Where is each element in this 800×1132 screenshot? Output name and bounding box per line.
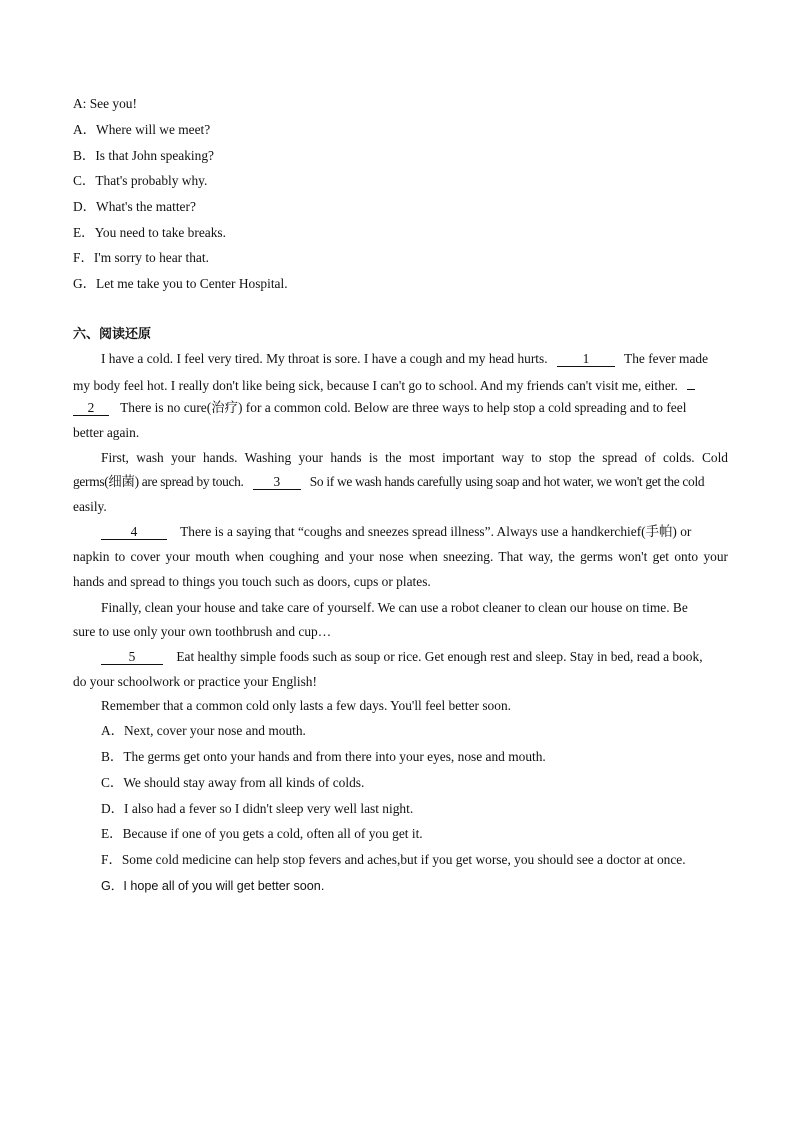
dialogue-option-a: A．Where will we meet? <box>73 122 211 137</box>
paragraph-1-line-1 <box>101 350 708 368</box>
paragraph-text: There is a saying that “coughs and sneezes spread illness”. Always use a handkerchief(手帕) or <box>180 524 692 539</box>
option-a: A．Next, cover your nose and mouth. <box>101 723 306 738</box>
paragraph-2-line-1: First, wash your hands. Washing your hands is the most important way to stop the spread of colds. Cold <box>101 450 728 465</box>
dialogue-option-f: F．I'm sorry to hear that. <box>73 250 209 265</box>
paragraph-text: Eat healthy simple foods such as soup or rice. Get enough rest and sleep. Stay in bed, read a book, <box>176 649 703 664</box>
dialogue-option-b: B．Is that John speaking? <box>73 148 214 163</box>
paragraph-text: The fever made <box>624 351 709 366</box>
paragraph-1-line-3 <box>73 399 686 417</box>
dialogue-closing: A: See you! <box>73 96 137 111</box>
paragraph-text: my body feel hot. I really don't like being sick, because I can't go to school. And my friends can't visit me, either. <box>73 378 678 393</box>
dialogue-option-c: C．That's probably why. <box>73 173 208 188</box>
blank-2-start <box>687 374 695 390</box>
paragraph-1-line-2 <box>73 374 695 395</box>
blank-5: 5 <box>101 649 163 665</box>
option-g: G．I hope all of you will get better soon. <box>101 879 325 893</box>
blank-2: 2 <box>73 400 109 416</box>
option-f: F．Some cold medicine can help stop fevers and aches,but if you get worse, you should see a doctor at once. <box>101 852 686 867</box>
paragraph-6: Remember that a common cold only lasts a few days. You'll feel better soon. <box>101 698 511 713</box>
option-c: C．We should stay away from all kinds of colds. <box>101 775 365 790</box>
blank-4: 4 <box>101 524 167 540</box>
paragraph-2-line-2 <box>73 473 704 491</box>
paragraph-text: There is no cure(治疗) for a common cold. Below are three ways to help stop a cold spreading and to feel <box>120 400 687 415</box>
paragraph-text: I have a cold. I feel very tired. My throat is sore. I have a cough and my head hurts. <box>101 351 548 366</box>
dialogue-option-e: E．You need to take breaks. <box>73 225 226 240</box>
paragraph-3-line-1 <box>101 523 691 541</box>
blank-1: 1 <box>557 351 615 367</box>
paragraph-text: germs(细菌) are spread by touch. <box>73 474 244 489</box>
paragraph-4-line-2: sure to use only your own toothbrush and cup… <box>73 624 332 639</box>
paragraph-3-line-2: napkin to cover your mouth when coughing and your nose when sneezing. That way, the germs won't get onto your <box>73 549 728 564</box>
option-e: E．Because if one of you gets a cold, often all of you get it. <box>101 826 423 841</box>
paragraph-5-line-2: do your schoolwork or practice your English! <box>73 674 317 689</box>
option-d: D．I also had a fever so I didn't sleep very well last night. <box>101 801 414 816</box>
section-heading: 六、阅读还原 <box>73 327 152 342</box>
option-b: B．The germs get onto your hands and from there into your eyes, nose and mouth. <box>101 749 546 764</box>
paragraph-1-line-4: better again. <box>73 425 140 440</box>
dialogue-option-d: D．What's the matter? <box>73 199 196 214</box>
blank-3: 3 <box>253 474 301 490</box>
dialogue-option-g: G．Let me take you to Center Hospital. <box>73 276 288 291</box>
paragraph-3-line-3: hands and spread to things you touch such as doors, cups or plates. <box>73 574 431 589</box>
paragraph-5-line-1 <box>101 648 703 666</box>
paragraph-2-line-3: easily. <box>73 499 107 514</box>
paragraph-4-line-1: Finally, clean your house and take care of yourself. We can use a robot cleaner to clean our house on time. Be <box>101 600 688 615</box>
paragraph-text: So if we wash hands carefully using soap and hot water, we won't get the cold <box>309 474 705 489</box>
